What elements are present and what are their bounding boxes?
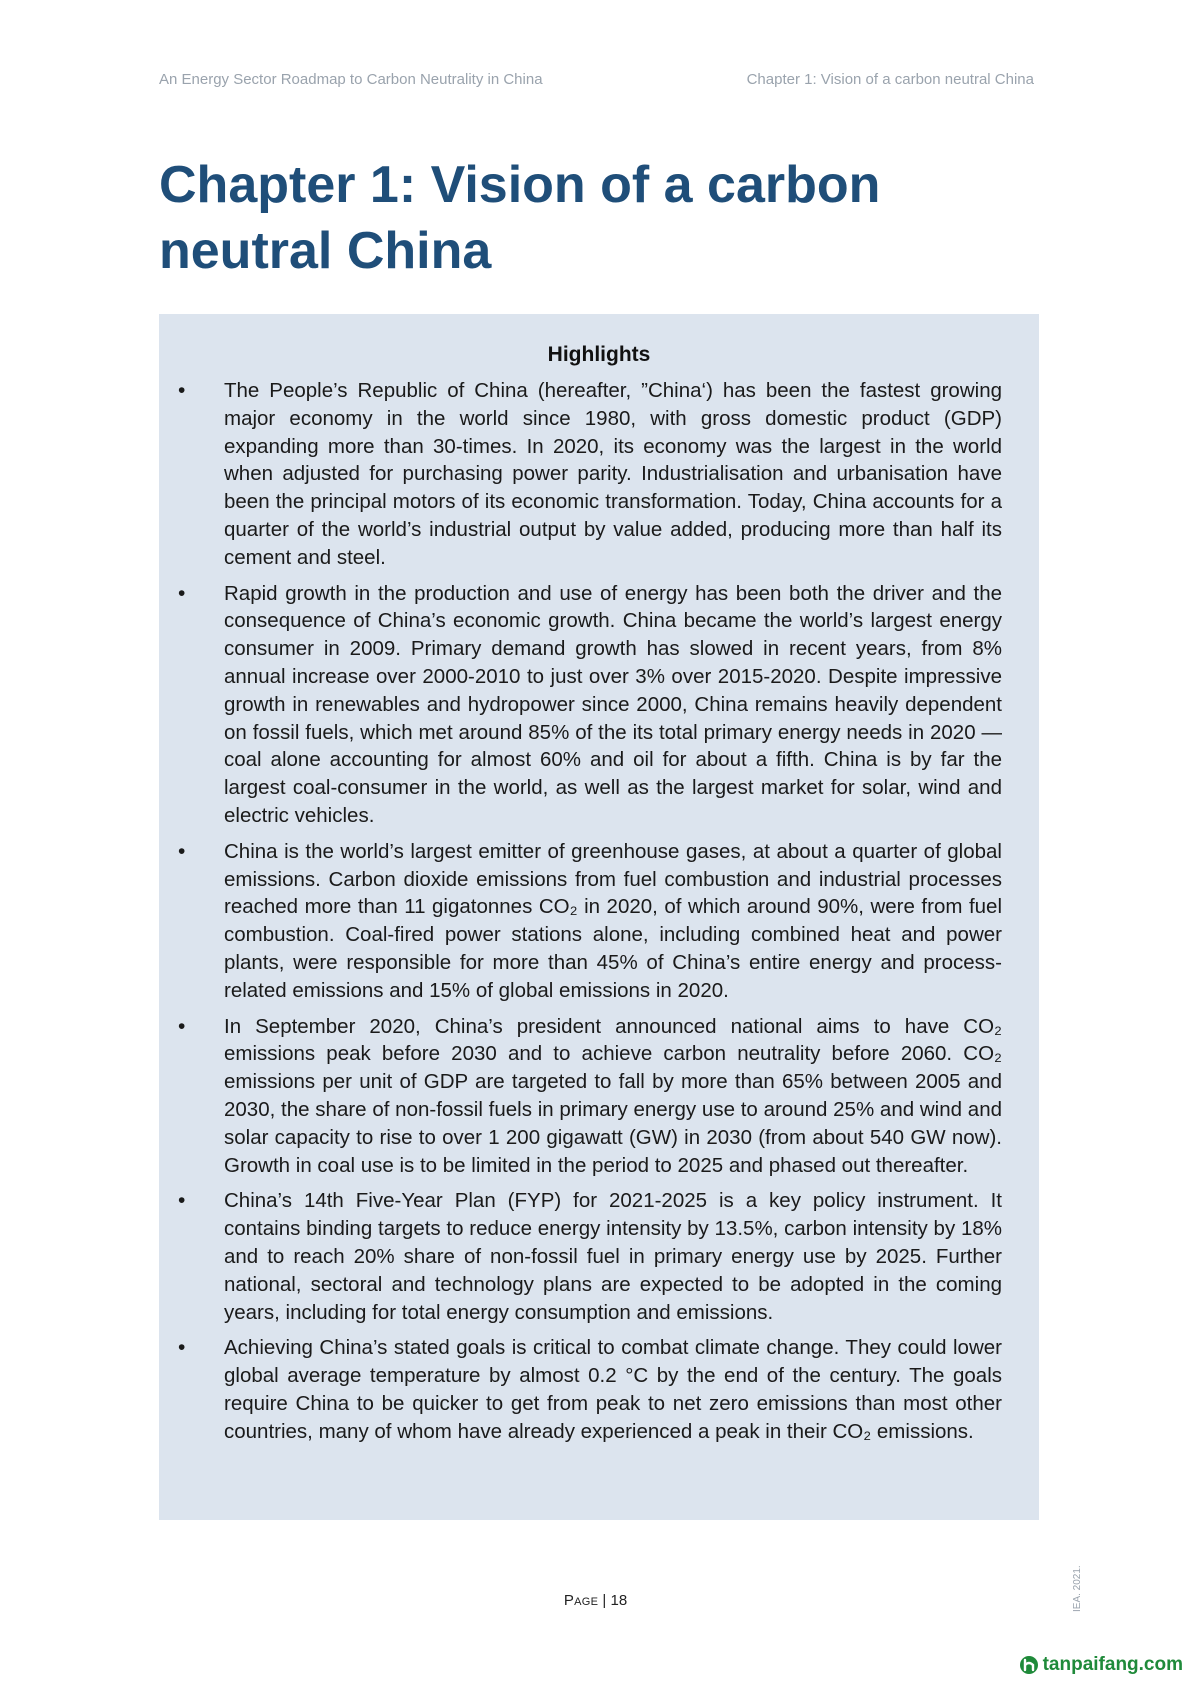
list-item: [178, 1334, 1002, 1445]
running-header-left: An Energy Sector Roadmap to Carbon Neutrality in China: [159, 71, 543, 88]
highlights-box: [159, 314, 1039, 1520]
bullet-icon: •: [178, 379, 186, 402]
list-item: [178, 1013, 1002, 1180]
chapter-title-line-2: neutral China: [159, 222, 492, 280]
list-item: [178, 1187, 1002, 1326]
bullet-icon: •: [178, 1014, 186, 1038]
running-header: [159, 71, 1034, 88]
highlight-text: In September 2020, China’s president announced national aims to have CO₂ emissions peak before 2030 and to achieve carbon neutrality before 2060. CO₂ emissions per unit of GDP are targeted to fall by more than 65% between 2005 and 2030, the share of non-fossil fuels in primary energy use to around 25% and wind and solar capacity to rise to over 1 200 gigawatt (GW) in 2030 (from about 540 GW now). Growth in coal use is to be limited in the period to 2025 and phased out thereafter.: [224, 1014, 1002, 1177]
page-number-footer: [0, 1592, 1191, 1609]
bullet-icon: •: [178, 581, 186, 605]
highlight-text: Rapid growth in the production and use of energy has been both the driver and the consequence of China’s economic growth. China became the world’s largest energy consumer in 2009. Primary demand growth has slowed in recent years, from 8% annual increase over 2000-2010 to just over 3% over 2015-2020. Despite impressive growth in renewables and hydropower since 2000, China remains heavily dependent on fossil fuels, which met around 85% of the its total primary energy needs in 2020 —coal alone accounting for almost 60% and oil for about a fifth. China is by far the largest coal-consumer in the world, as well as the largest market for solar, wind and electric vehicles.: [224, 581, 1002, 827]
highlights-list: [178, 377, 1002, 1445]
highlight-text: China’s 14th Five-Year Plan (FYP) for 2021-2025 is a key policy instrument. It contains binding targets to reduce energy intensity by 13.5%, carbon intensity by 18% and to reach 20% share of non-fossil fuel in primary energy use by 2025. Further national, sectoral and technology plans are expected to be adopted in the coming years, including for total energy consumption and emissions.: [224, 1189, 1002, 1324]
chapter-title: [159, 152, 1039, 284]
bullet-icon: •: [178, 1189, 186, 1213]
bullet-icon: •: [178, 839, 186, 863]
watermark: [1019, 1654, 1183, 1676]
chapter-title-line-1: Chapter 1: Vision of a carbon: [159, 156, 881, 214]
list-item: [178, 580, 1002, 830]
copyright-notice: IEA. 2021.: [1072, 1565, 1083, 1612]
running-header-right: Chapter 1: Vision of a carbon neutral China: [746, 71, 1034, 88]
list-item: [178, 377, 1002, 572]
watermark-text: tanpaifang.com: [1042, 1654, 1183, 1675]
highlight-text: Achieving China’s stated goals is critical to combat climate change. They could lower global average temperature by almost 0.2 °C by the end of the century. The goals require China to be quicker to get from peak to net zero emissions than most other countries, many of whom have already experienced a peak in their CO₂ emissions.: [224, 1336, 1002, 1443]
page-label: Page: [563, 1592, 599, 1609]
tanpaifang-logo-icon: [1019, 1655, 1039, 1675]
highlight-text: The People’s Republic of China (hereafter, ”China‘) has been the fastest growing major economy in the world since 1980, with gross domestic product (GDP) expanding more than 30-times. In 2020, its economy was the largest in the world when adjusted for purchasing power parity. Industrialisation and urbanisation have been the principal motors of its economic transformation. Today, China accounts for a quarter of the world’s industrial output by value added, producing more than half its cement and steel.: [224, 379, 1002, 569]
highlight-text: China is the world’s largest emitter of greenhouse gases, at about a quarter of global emissions. Carbon dioxide emissions from fuel combustion and industrial processes reached more than 11 gigatonnes CO₂ in 2020, of which around 90%, were from fuel combustion. Coal-fired power stations alone, including combined heat and power plants, were responsible for more than 45% of China’s entire energy and process-related emissions and 15% of global emissions in 2020.: [224, 839, 1002, 1002]
page-separator: |: [602, 1592, 607, 1609]
list-item: [178, 838, 1002, 1005]
bullet-icon: •: [178, 1336, 186, 1360]
page-number: 18: [610, 1592, 628, 1609]
highlights-heading: Highlights: [547, 343, 651, 366]
